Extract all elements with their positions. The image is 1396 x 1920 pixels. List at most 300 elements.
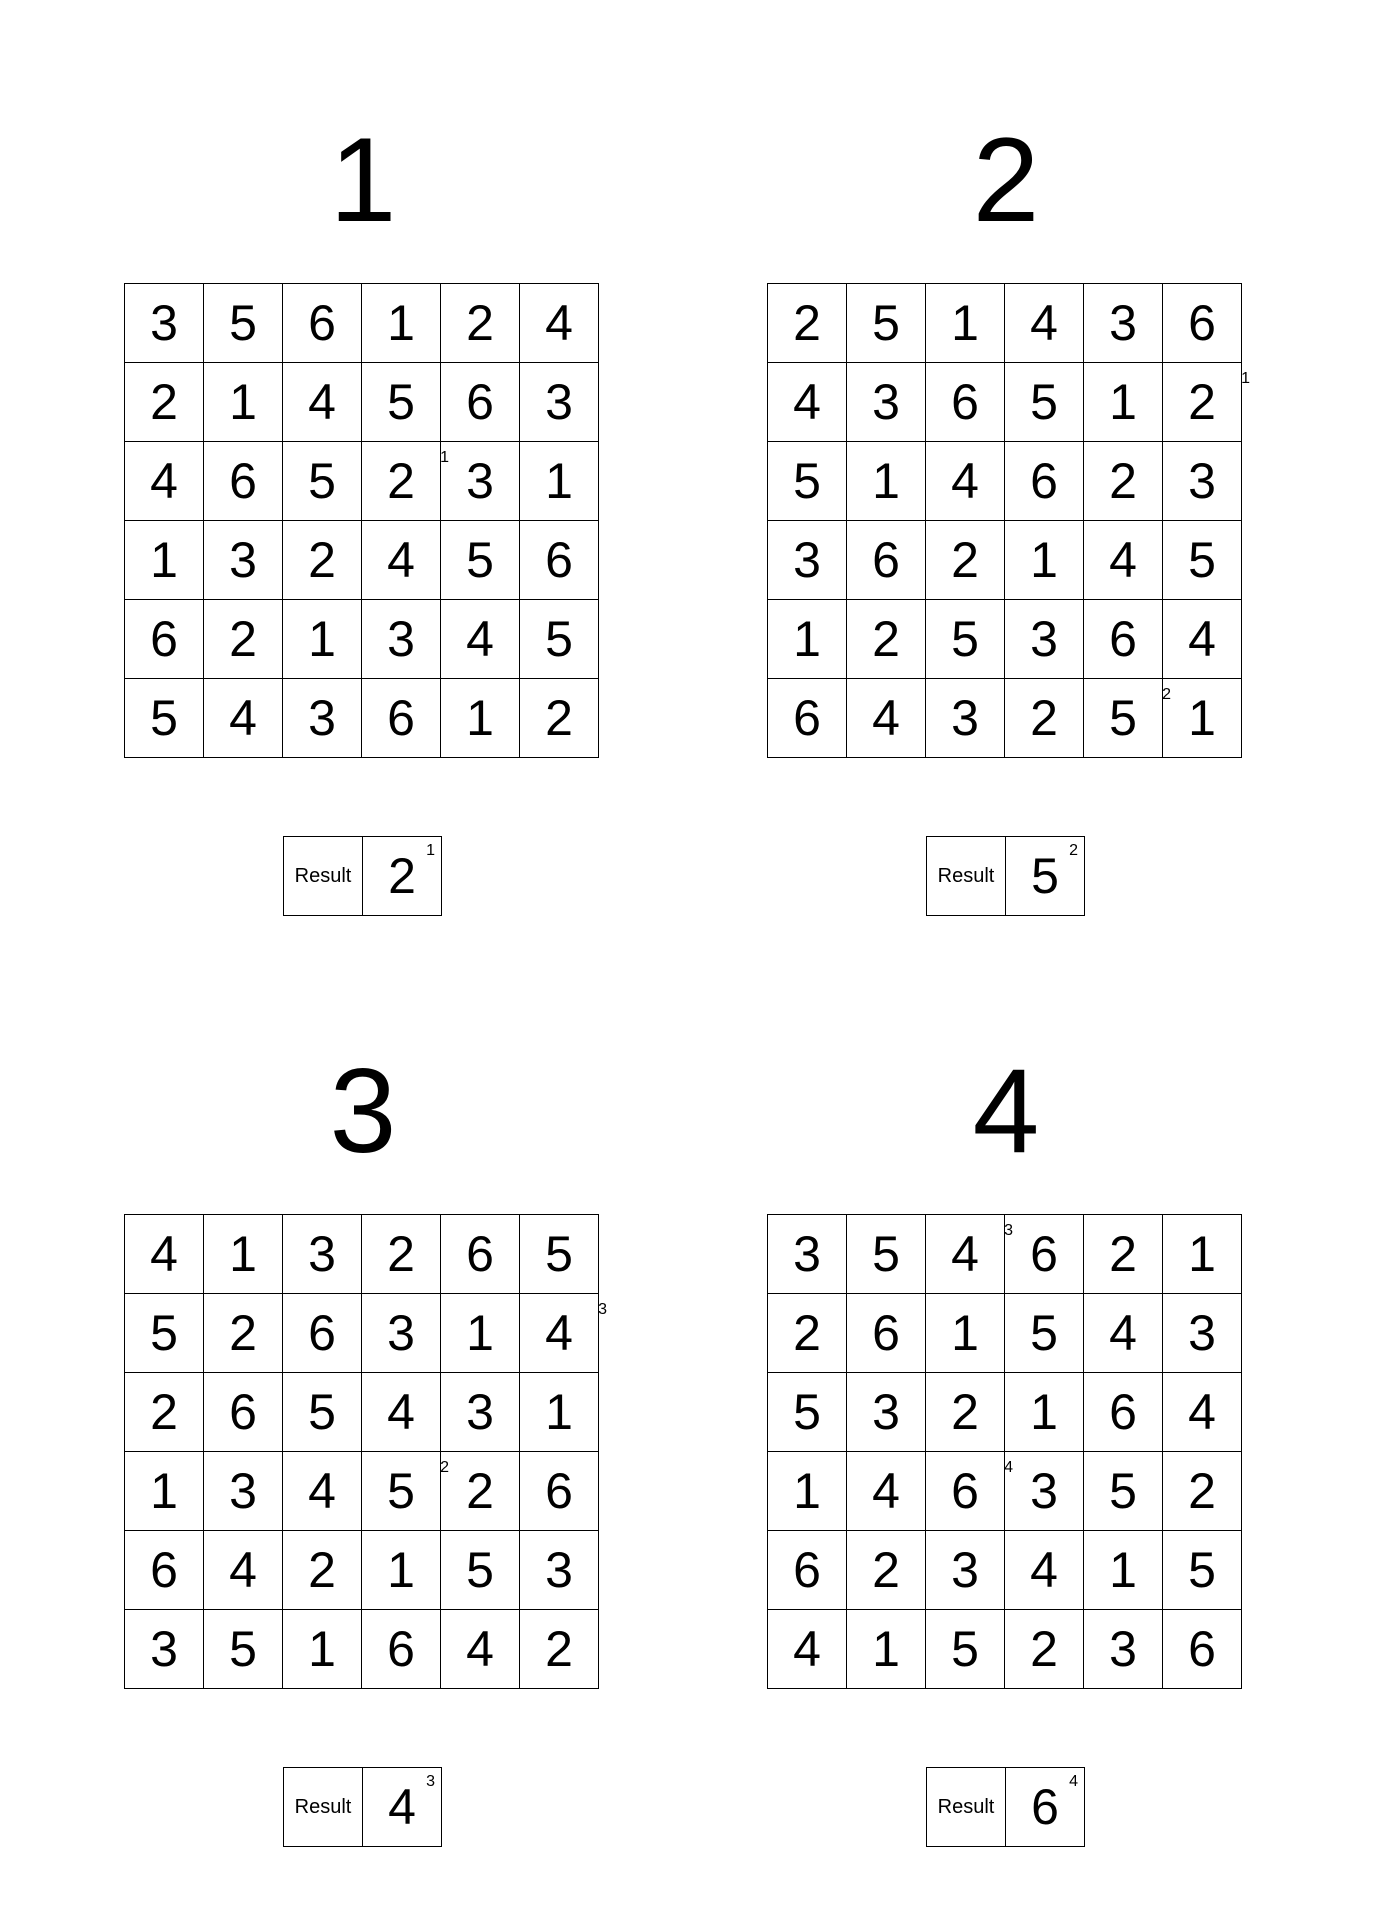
grid-cell	[441, 1610, 520, 1689]
result-marker: 4	[1069, 1773, 1078, 1790]
grid-cell	[847, 1215, 926, 1294]
grid-cell	[926, 363, 1005, 442]
cell-value: 1	[1109, 374, 1137, 430]
grid-cell	[847, 1531, 926, 1610]
cell-value: 5	[793, 453, 821, 509]
grid-cell	[847, 1452, 926, 1531]
grid-cell	[926, 1452, 1013, 1531]
grid-cell	[847, 363, 926, 442]
grid-cell	[847, 284, 926, 363]
cell-value: 3	[1109, 1621, 1137, 1677]
cell-value: 5	[793, 1384, 821, 1440]
result-label: Result	[927, 1768, 1006, 1846]
number-grid	[124, 283, 599, 758]
cell-value: 5	[951, 1621, 979, 1677]
cell-value: 3	[793, 1226, 821, 1282]
cell-value: 4	[872, 1463, 900, 1519]
grid-cell	[768, 284, 847, 363]
cell-value: 6	[1109, 611, 1137, 667]
grid-cell	[441, 1294, 520, 1373]
cell-value: 2	[387, 1226, 415, 1282]
cell-value: 2	[308, 532, 336, 588]
grid-cell	[520, 1294, 607, 1373]
cell-value: 6	[545, 1463, 573, 1519]
cell-value: 4	[1188, 611, 1216, 667]
grid-cell	[283, 1373, 362, 1452]
cell-value: 1	[872, 453, 900, 509]
grid-cell	[926, 1610, 1005, 1689]
cell-value: 1	[387, 1542, 415, 1598]
result-value: 5	[1031, 848, 1059, 904]
cell-value: 6	[229, 1384, 257, 1440]
cell-value: 1	[793, 1463, 821, 1519]
cell-value: 5	[1030, 1305, 1058, 1361]
cell-value: 1	[466, 1305, 494, 1361]
cell-value: 1	[1030, 1384, 1058, 1440]
grid-cell	[1084, 679, 1171, 758]
grid-cell	[520, 1373, 599, 1452]
cell-value: 5	[150, 690, 178, 746]
cell-value: 4	[1109, 1305, 1137, 1361]
puzzle-number: 4	[972, 1044, 1040, 1178]
grid-cell	[1084, 363, 1163, 442]
grid-cell	[204, 1452, 283, 1531]
grid-cell	[768, 1452, 847, 1531]
cell-value: 1	[1188, 690, 1216, 746]
grid-cell	[204, 1373, 283, 1452]
grid-cell	[768, 1531, 847, 1610]
grid-cell	[204, 284, 283, 363]
grid-cell	[520, 1452, 599, 1531]
cell-marker: 1	[440, 449, 449, 466]
grid-cell	[362, 521, 441, 600]
grid-cell	[1005, 1610, 1084, 1689]
result-label: Result	[927, 837, 1006, 915]
grid-cell	[520, 600, 599, 679]
grid-cell	[520, 284, 599, 363]
cell-value: 6	[793, 690, 821, 746]
grid-cell	[768, 442, 847, 521]
grid-cell	[520, 1610, 599, 1689]
cell-value: 4	[1109, 532, 1137, 588]
grid-cell	[1084, 1215, 1163, 1294]
grid-cell	[441, 1452, 520, 1531]
cell-value: 2	[872, 611, 900, 667]
cell-value: 2	[229, 611, 257, 667]
cell-value: 5	[308, 1384, 336, 1440]
cell-value: 2	[793, 295, 821, 351]
cell-value: 6	[872, 532, 900, 588]
grid-cell	[362, 600, 441, 679]
grid-cell	[204, 1294, 283, 1373]
cell-marker: 2	[440, 1459, 449, 1476]
cell-value: 4	[150, 453, 178, 509]
cell-value: 4	[308, 374, 336, 430]
cell-value: 6	[793, 1542, 821, 1598]
cell-value: 1	[545, 1384, 573, 1440]
cell-value: 5	[872, 295, 900, 351]
grid-cell	[125, 284, 204, 363]
grid-cell	[283, 1610, 362, 1689]
grid-cell	[926, 1373, 1005, 1452]
grid-cell	[441, 1215, 520, 1294]
grid-cell	[926, 1531, 1005, 1610]
grid-cell	[1005, 1215, 1084, 1294]
cell-value: 1	[229, 374, 257, 430]
grid-cell	[520, 679, 599, 758]
grid-cell	[1005, 1531, 1084, 1610]
cell-value: 3	[1030, 611, 1058, 667]
cell-value: 1	[150, 1463, 178, 1519]
grid-cell	[362, 1373, 441, 1452]
grid-cell	[283, 1452, 362, 1531]
grid-cell	[204, 1531, 283, 1610]
grid-cell	[1005, 521, 1084, 600]
grid-cell	[125, 442, 204, 521]
grid-cell	[520, 1531, 599, 1610]
cell-value: 6	[1030, 453, 1058, 509]
result-label: Result	[284, 837, 363, 915]
cell-value: 6	[229, 453, 257, 509]
cell-value: 3	[872, 374, 900, 430]
grid-cell	[1005, 284, 1084, 363]
puzzle-number: 1	[329, 113, 397, 247]
number-grid	[767, 1214, 1242, 1689]
grid-cell	[362, 1610, 441, 1689]
cell-value: 1	[1109, 1542, 1137, 1598]
grid-cell	[283, 442, 362, 521]
cell-value: 2	[150, 374, 178, 430]
grid-cell	[441, 1531, 520, 1610]
grid-cell	[362, 1215, 441, 1294]
result-label: Result	[284, 1768, 363, 1846]
cell-value: 2	[150, 1384, 178, 1440]
grid-cell	[1163, 1294, 1242, 1373]
cell-value: 5	[308, 453, 336, 509]
grid-cell	[520, 363, 599, 442]
grid-cell	[926, 442, 1005, 521]
grid-cell	[283, 1215, 362, 1294]
grid-cell	[125, 1373, 204, 1452]
cell-value: 6	[1109, 1384, 1137, 1440]
cell-value: 1	[1030, 532, 1058, 588]
grid-cell	[441, 442, 520, 521]
cell-value: 3	[150, 1621, 178, 1677]
cell-value: 3	[150, 295, 178, 351]
grid-cell	[204, 363, 283, 442]
puzzle-number: 2	[972, 113, 1040, 247]
cell-value: 3	[872, 1384, 900, 1440]
grid-cell	[1163, 679, 1242, 758]
cell-marker: 1	[1241, 370, 1250, 387]
cell-value: 4	[951, 1226, 979, 1282]
grid-cell	[441, 363, 520, 442]
cell-value: 5	[545, 611, 573, 667]
cell-value: 3	[387, 1305, 415, 1361]
cell-value: 2	[1030, 690, 1058, 746]
result-value-cell	[363, 837, 441, 915]
cell-value: 5	[466, 532, 494, 588]
cell-value: 6	[466, 374, 494, 430]
grid-cell	[926, 521, 1005, 600]
result-value: 2	[388, 848, 416, 904]
grid-cell	[1163, 1610, 1242, 1689]
cell-value: 6	[951, 1463, 979, 1519]
puzzle-number: 3	[329, 1044, 397, 1178]
grid-cell	[125, 1452, 204, 1531]
grid-cell	[283, 284, 362, 363]
cell-value: 1	[308, 1621, 336, 1677]
cell-value: 1	[793, 611, 821, 667]
cell-value: 3	[1030, 1463, 1058, 1519]
number-grid	[124, 1214, 607, 1689]
grid-cell	[1163, 442, 1242, 521]
cell-value: 3	[793, 532, 821, 588]
grid-cell	[1005, 363, 1084, 442]
cell-value: 5	[1188, 532, 1216, 588]
grid-cell	[362, 1531, 441, 1610]
cell-value: 2	[1188, 1463, 1216, 1519]
grid-cell	[1084, 1294, 1163, 1373]
cell-value: 4	[1030, 1542, 1058, 1598]
grid-cell	[441, 284, 520, 363]
cell-value: 6	[387, 1621, 415, 1677]
cell-value: 3	[1188, 1305, 1216, 1361]
result-value-cell	[363, 1768, 441, 1846]
grid-cell	[926, 600, 1005, 679]
grid-cell	[125, 521, 204, 600]
cell-value: 3	[545, 1542, 573, 1598]
grid-cell	[847, 600, 926, 679]
cell-value: 5	[872, 1226, 900, 1282]
grid-cell	[847, 442, 926, 521]
grid-cell	[283, 600, 362, 679]
grid-cell	[926, 1215, 1013, 1294]
grid-cell	[1084, 442, 1163, 521]
cell-value: 3	[1188, 453, 1216, 509]
grid-cell	[768, 1373, 847, 1452]
cell-value: 3	[951, 1542, 979, 1598]
cell-value: 5	[1188, 1542, 1216, 1598]
cell-value: 1	[229, 1226, 257, 1282]
grid-cell	[926, 679, 1005, 758]
cell-value: 3	[1109, 295, 1137, 351]
cell-value: 2	[545, 1621, 573, 1677]
grid-cell	[1005, 600, 1084, 679]
grid-cell	[362, 1294, 441, 1373]
cell-value: 4	[545, 1305, 573, 1361]
grid-cell	[768, 1294, 847, 1373]
cell-value: 6	[150, 1542, 178, 1598]
grid-cell	[1005, 442, 1084, 521]
grid-cell	[125, 1610, 204, 1689]
cell-value: 2	[1109, 453, 1137, 509]
result-box	[283, 1767, 442, 1847]
grid-cell	[441, 521, 520, 600]
cell-value: 5	[229, 1621, 257, 1677]
cell-value: 6	[308, 295, 336, 351]
cell-value: 2	[387, 453, 415, 509]
grid-cell	[768, 363, 847, 442]
cell-value: 4	[229, 1542, 257, 1598]
cell-value: 3	[229, 1463, 257, 1519]
grid-cell	[125, 1531, 204, 1610]
cell-value: 1	[951, 295, 979, 351]
cell-value: 2	[545, 690, 573, 746]
grid-cell	[125, 600, 204, 679]
grid-cell	[1163, 1531, 1242, 1610]
grid-cell	[362, 679, 441, 758]
cell-value: 2	[466, 295, 494, 351]
grid-cell	[1163, 521, 1242, 600]
result-marker: 2	[1069, 842, 1078, 859]
result-box	[926, 1767, 1085, 1847]
cell-value: 3	[387, 611, 415, 667]
cell-value: 4	[793, 1621, 821, 1677]
cell-value: 4	[466, 1621, 494, 1677]
cell-value: 2	[466, 1463, 494, 1519]
cell-value: 4	[545, 295, 573, 351]
cell-value: 5	[150, 1305, 178, 1361]
cell-value: 3	[466, 1384, 494, 1440]
cell-value: 2	[1109, 1226, 1137, 1282]
cell-marker: 3	[598, 1301, 607, 1318]
cell-value: 5	[1030, 374, 1058, 430]
cell-value: 1	[545, 453, 573, 509]
result-marker: 3	[426, 1773, 435, 1790]
grid-cell	[847, 1610, 926, 1689]
grid-cell	[1163, 1373, 1242, 1452]
grid-cell	[768, 521, 847, 600]
grid-cell	[520, 521, 599, 600]
grid-cell	[1005, 1294, 1084, 1373]
cell-marker: 2	[1162, 686, 1171, 703]
cell-value: 3	[545, 374, 573, 430]
grid-cell	[283, 1294, 362, 1373]
cell-value: 1	[1188, 1226, 1216, 1282]
grid-cell	[768, 1610, 847, 1689]
grid-cell	[283, 679, 362, 758]
cell-value: 6	[1188, 1621, 1216, 1677]
cell-value: 3	[466, 453, 494, 509]
grid-cell	[441, 1373, 520, 1452]
cell-value: 3	[229, 532, 257, 588]
cell-value: 2	[793, 1305, 821, 1361]
cell-value: 2	[1030, 1621, 1058, 1677]
grid-cell	[1084, 1610, 1163, 1689]
grid-cell	[204, 600, 283, 679]
cell-value: 1	[951, 1305, 979, 1361]
grid-cell	[1005, 1373, 1084, 1452]
grid-cell	[441, 679, 520, 758]
grid-cell	[1005, 679, 1084, 758]
cell-value: 5	[1109, 1463, 1137, 1519]
grid-cell	[1163, 363, 1250, 442]
cell-value: 4	[872, 690, 900, 746]
cell-value: 4	[308, 1463, 336, 1519]
grid-cell	[768, 1215, 847, 1294]
grid-cell	[362, 284, 441, 363]
cell-value: 2	[1188, 374, 1216, 430]
cell-value: 6	[872, 1305, 900, 1361]
grid-cell	[520, 442, 599, 521]
cell-value: 2	[951, 532, 979, 588]
cell-value: 5	[545, 1226, 573, 1282]
grid-cell	[847, 1373, 926, 1452]
grid-cell	[283, 363, 362, 442]
grid-cell	[768, 600, 847, 679]
number-grid	[767, 283, 1250, 758]
grid-cell	[283, 521, 362, 600]
grid-cell	[1163, 1215, 1242, 1294]
grid-cell	[768, 679, 847, 758]
result-box	[283, 836, 442, 916]
grid-cell	[847, 1294, 926, 1373]
grid-cell	[362, 1452, 449, 1531]
grid-cell	[1163, 1452, 1242, 1531]
grid-cell	[926, 284, 1005, 363]
cell-value: 2	[229, 1305, 257, 1361]
cell-value: 2	[872, 1542, 900, 1598]
cell-value: 2	[951, 1384, 979, 1440]
grid-cell	[125, 679, 204, 758]
result-box	[926, 836, 1085, 916]
grid-cell	[847, 679, 926, 758]
cell-value: 5	[387, 374, 415, 430]
cell-value: 1	[308, 611, 336, 667]
grid-cell	[125, 363, 204, 442]
cell-value: 6	[1030, 1226, 1058, 1282]
cell-value: 2	[308, 1542, 336, 1598]
grid-cell	[204, 442, 283, 521]
cell-value: 3	[308, 690, 336, 746]
cell-marker: 4	[1004, 1459, 1013, 1476]
result-value: 4	[388, 1779, 416, 1835]
grid-cell	[520, 1215, 599, 1294]
result-value: 6	[1031, 1779, 1059, 1835]
cell-value: 6	[387, 690, 415, 746]
grid-cell	[1005, 1452, 1084, 1531]
cell-value: 4	[793, 374, 821, 430]
cell-value: 1	[150, 532, 178, 588]
cell-value: 6	[545, 532, 573, 588]
cell-value: 3	[308, 1226, 336, 1282]
grid-cell	[204, 679, 283, 758]
cell-value: 4	[466, 611, 494, 667]
cell-value: 5	[951, 611, 979, 667]
cell-value: 5	[229, 295, 257, 351]
cell-value: 1	[872, 1621, 900, 1677]
cell-value: 4	[1188, 1384, 1216, 1440]
grid-cell	[1163, 600, 1242, 679]
grid-cell	[926, 1294, 1005, 1373]
grid-cell	[283, 1531, 362, 1610]
cell-value: 6	[1188, 295, 1216, 351]
cell-value: 4	[387, 1384, 415, 1440]
grid-cell	[1084, 1531, 1163, 1610]
grid-cell	[1084, 1452, 1163, 1531]
grid-cell	[125, 1294, 204, 1373]
cell-value: 5	[387, 1463, 415, 1519]
cell-value: 4	[150, 1226, 178, 1282]
cell-value: 3	[951, 690, 979, 746]
cell-value: 5	[1109, 690, 1137, 746]
grid-cell	[204, 1215, 283, 1294]
result-value-cell	[1006, 837, 1084, 915]
grid-cell	[441, 600, 520, 679]
grid-cell	[847, 521, 926, 600]
cell-value: 4	[951, 453, 979, 509]
